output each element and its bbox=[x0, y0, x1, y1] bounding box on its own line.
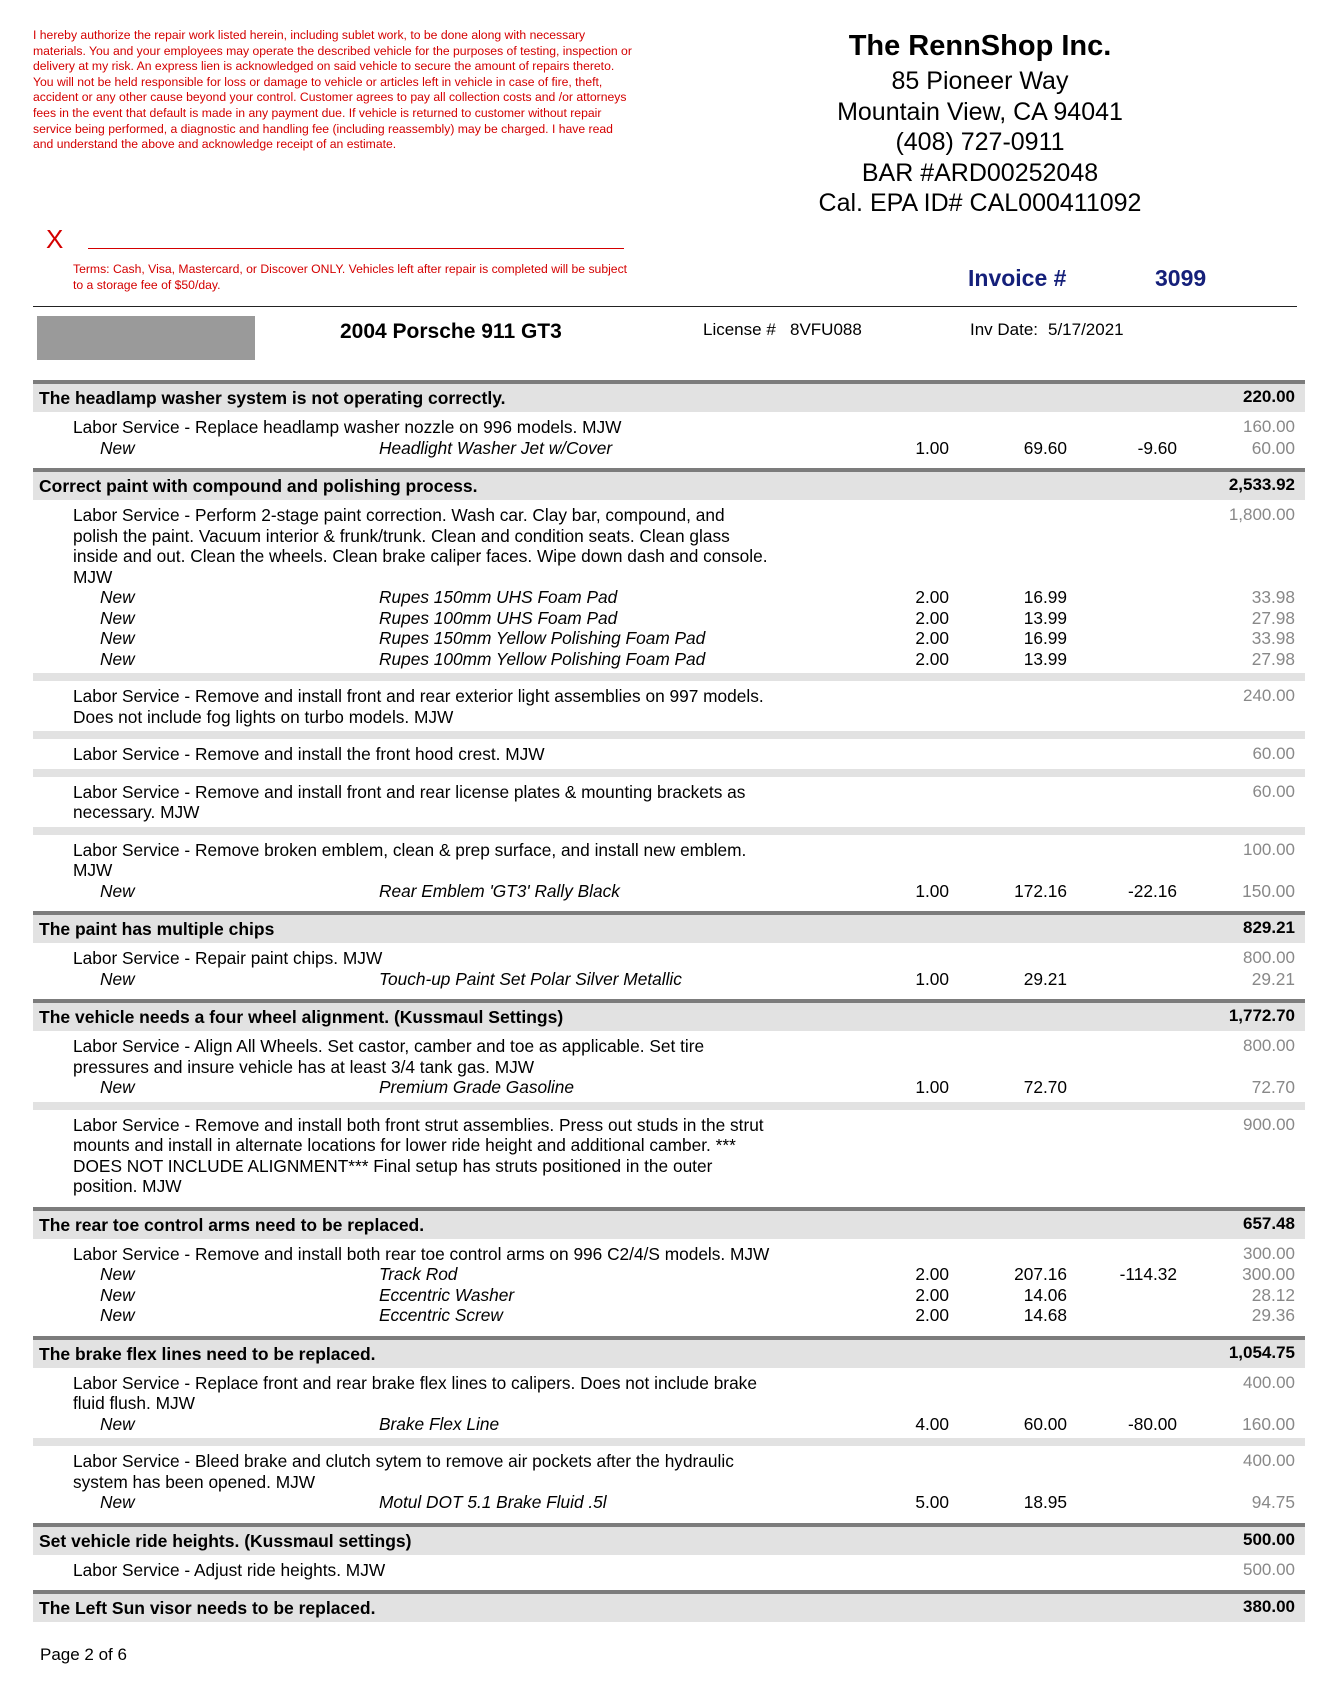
shop-epa-id: Cal. EPA ID# CAL000411092 bbox=[818, 189, 1142, 217]
part-condition: New bbox=[100, 1305, 135, 1325]
part-total: 28.12 bbox=[1251, 1284, 1295, 1305]
section-header bbox=[33, 380, 1305, 412]
part-total: 33.98 bbox=[1251, 587, 1295, 607]
part-condition: New bbox=[100, 1077, 135, 1097]
section-amount: 829.21 bbox=[1243, 918, 1295, 937]
part-row bbox=[33, 1492, 1305, 1513]
part-name: Eccentric Washer bbox=[379, 1284, 515, 1305]
labor-service bbox=[33, 1438, 1305, 1517]
part-total: 72.70 bbox=[1251, 1077, 1295, 1097]
part-total: 27.98 bbox=[1251, 648, 1295, 669]
section-amount: 1,054.75 bbox=[1228, 1342, 1295, 1362]
labor-amount: 500.00 bbox=[1243, 1559, 1295, 1579]
labor-description: Labor Service - Remove and install front and rear license plates & mounting brackets as necessary. MJW bbox=[73, 781, 746, 822]
part-name: Rupes 150mm Yellow Polishing Foam Pad bbox=[379, 628, 706, 648]
part-quantity: 1.00 bbox=[915, 968, 949, 989]
labor-description: Labor Service - Remove and install both rear toe control arms on 996 C2/4/S models. MJW bbox=[73, 1243, 770, 1264]
part-row bbox=[33, 1077, 1305, 1098]
part-price: 14.68 bbox=[1023, 1305, 1067, 1325]
labor-description: Labor Service - Perform 2-stage paint correction. Wash car. Clay bar, compound, and polish the paint. Vacuum interior & frunk/trunk. Clean and condition seats. Clean glass inside and out. Clean the wheels. Clean brake caliper faces. Wipe down dash and console. MJW bbox=[73, 505, 768, 587]
section-amount: 1,772.70 bbox=[1228, 1006, 1295, 1025]
part-total: 160.00 bbox=[1242, 1413, 1295, 1434]
part-price: 60.00 bbox=[1023, 1413, 1067, 1434]
section-title: The rear toe control arms need to be replaced. bbox=[39, 1214, 425, 1235]
labor-amount: 60.00 bbox=[1252, 781, 1295, 801]
part-row bbox=[33, 1414, 1305, 1435]
part-price: 207.16 bbox=[1014, 1264, 1067, 1284]
labor-description: Labor Service - Remove broken emblem, clean & prep surface, and install new emblem. MJW bbox=[73, 839, 747, 880]
part-total: 29.36 bbox=[1251, 1305, 1295, 1325]
labor-amount: 1,800.00 bbox=[1228, 505, 1295, 524]
part-row bbox=[33, 969, 1305, 990]
section-amount: 500.00 bbox=[1243, 1529, 1295, 1549]
part-price: 72.70 bbox=[1023, 1077, 1067, 1097]
part-price: 16.99 bbox=[1023, 587, 1067, 607]
invoice-number: 3099 bbox=[1155, 265, 1207, 291]
section-header bbox=[33, 1336, 1305, 1368]
part-quantity: 2.00 bbox=[915, 648, 949, 669]
section-amount: 380.00 bbox=[1243, 1597, 1295, 1616]
part-name: Rupes 100mm Yellow Polishing Foam Pad bbox=[379, 648, 706, 669]
header-divider bbox=[33, 306, 1297, 307]
part-price: 18.95 bbox=[1023, 1492, 1067, 1512]
labor-description: Labor Service - Bleed brake and clutch sytem to remove air pockets after the hydraulic system has been opened. MJW bbox=[73, 1451, 734, 1492]
section-title: Set vehicle ride heights. (Kussmaul settings) bbox=[39, 1530, 412, 1551]
part-row bbox=[33, 1285, 1305, 1306]
part-row bbox=[33, 1305, 1305, 1326]
license-label: License # bbox=[703, 320, 776, 339]
part-quantity: 2.00 bbox=[915, 607, 949, 628]
section-title: Correct paint with compound and polishing process. bbox=[39, 476, 478, 496]
part-quantity: 2.00 bbox=[915, 1305, 949, 1325]
part-quantity: 2.00 bbox=[915, 1264, 949, 1284]
labor-amount: 800.00 bbox=[1243, 948, 1295, 967]
part-name: Rupes 100mm UHS Foam Pad bbox=[379, 607, 618, 628]
section-header bbox=[33, 1523, 1305, 1555]
payment-terms: Terms: Cash, Visa, Mastercard, or Discover ONLY. Vehicles left after repair is completed will be subject to a storage fee of $50/day. bbox=[73, 262, 628, 292]
part-name: Brake Flex Line bbox=[379, 1413, 500, 1434]
part-price: 69.60 bbox=[1023, 437, 1067, 458]
part-condition: New bbox=[100, 437, 135, 458]
license-value: 8VFU088 bbox=[790, 320, 862, 339]
signature-line[interactable] bbox=[88, 248, 624, 249]
part-quantity: 2.00 bbox=[915, 628, 949, 648]
part-row bbox=[33, 608, 1305, 629]
shop-name: The RennShop Inc. bbox=[848, 30, 1112, 62]
labor-service bbox=[33, 1368, 1305, 1439]
labor-service bbox=[33, 731, 1305, 769]
part-row bbox=[33, 628, 1305, 649]
section-title: The vehicle needs a four wheel alignment. (Kussmaul Settings) bbox=[39, 1007, 564, 1027]
shop-bar-number: BAR #ARD00252048 bbox=[861, 158, 1099, 187]
labor-description: Labor Service - Replace front and rear brake flex lines to calipers. Does not include brake fluid flush. MJW bbox=[73, 1372, 757, 1413]
labor-description: Labor Service - Replace headlamp washer nozzle on 996 models. MJW bbox=[73, 417, 622, 437]
part-quantity: 1.00 bbox=[915, 437, 949, 458]
part-condition: New bbox=[100, 1492, 135, 1512]
part-total: 94.75 bbox=[1251, 1492, 1295, 1512]
part-price: 172.16 bbox=[1014, 880, 1067, 901]
labor-amount: 800.00 bbox=[1243, 1036, 1295, 1055]
part-condition: New bbox=[100, 607, 135, 628]
part-name: Eccentric Screw bbox=[379, 1305, 503, 1325]
part-name: Motul DOT 5.1 Brake Fluid .5l bbox=[379, 1492, 607, 1512]
shop-info bbox=[770, 26, 1190, 219]
labor-amount: 240.00 bbox=[1243, 686, 1295, 705]
section-amount: 220.00 bbox=[1243, 387, 1295, 406]
labor-amount: 60.00 bbox=[1252, 744, 1295, 763]
part-condition: New bbox=[100, 1284, 135, 1305]
part-condition: New bbox=[100, 1413, 135, 1434]
part-discount: -22.16 bbox=[1127, 880, 1177, 901]
part-price: 29.21 bbox=[1023, 968, 1067, 989]
section-title: The paint has multiple chips bbox=[39, 919, 275, 939]
section-header bbox=[33, 468, 1305, 500]
inv-date-value: 5/17/2021 bbox=[1048, 320, 1124, 339]
part-total: 27.98 bbox=[1251, 607, 1295, 628]
invoice-label: Invoice # bbox=[968, 265, 1067, 291]
labor-service bbox=[33, 673, 1305, 731]
section-header bbox=[33, 1590, 1305, 1622]
inv-date-label: Inv Date: bbox=[970, 320, 1039, 339]
shop-address-1: 85 Pioneer Way bbox=[891, 67, 1069, 95]
part-quantity: 1.00 bbox=[915, 1077, 949, 1097]
shop-phone: (408) 727-0911 bbox=[895, 128, 1065, 156]
part-price: 13.99 bbox=[1023, 648, 1067, 669]
part-name: Headlight Washer Jet w/Cover bbox=[379, 437, 613, 458]
section-title: The brake flex lines need to be replaced. bbox=[39, 1343, 376, 1364]
section-amount: 2,533.92 bbox=[1228, 475, 1295, 494]
line-items bbox=[33, 380, 1305, 1622]
part-name: Rear Emblem 'GT3' Rally Black bbox=[379, 880, 620, 901]
labor-amount: 400.00 bbox=[1243, 1372, 1295, 1392]
part-discount: -80.00 bbox=[1127, 1413, 1177, 1434]
labor-service bbox=[33, 943, 1305, 993]
part-discount: -9.60 bbox=[1137, 437, 1177, 458]
section-header bbox=[33, 911, 1305, 943]
labor-amount: 400.00 bbox=[1243, 1451, 1295, 1470]
labor-service bbox=[33, 412, 1305, 462]
part-quantity: 4.00 bbox=[915, 1413, 949, 1434]
labor-amount: 100.00 bbox=[1243, 839, 1295, 859]
section-title: The Left Sun visor needs to be replaced. bbox=[39, 1598, 376, 1618]
part-quantity: 5.00 bbox=[915, 1492, 949, 1512]
part-quantity: 2.00 bbox=[915, 1284, 949, 1305]
part-row bbox=[33, 649, 1305, 670]
part-row bbox=[33, 438, 1305, 459]
part-price: 13.99 bbox=[1023, 607, 1067, 628]
section-title: The headlamp washer system is not operating correctly. bbox=[39, 388, 506, 408]
part-quantity: 2.00 bbox=[915, 587, 949, 607]
labor-amount: 300.00 bbox=[1243, 1243, 1295, 1263]
labor-description: Labor Service - Remove and install front and rear exterior light assemblies on 997 models. Does not include fog lights on turbo models. MJW bbox=[73, 686, 764, 727]
labor-service bbox=[33, 827, 1305, 906]
part-condition: New bbox=[100, 648, 135, 669]
labor-description: Labor Service - Remove and install both front strut assemblies. Press out studs in the strut mounts and install in alternate locations for lower ride height and additional camber. *** DOES NOT INCLUDE ALIGNMENT*** Final setup has struts positioned in the outer position. MJW bbox=[73, 1114, 764, 1196]
labor-amount: 900.00 bbox=[1243, 1114, 1295, 1134]
labor-description: Labor Service - Align All Wheels. Set castor, camber and toe as applicable. Set tire pressures and insure vehicle has at least 3/4 tank gas. MJW bbox=[73, 1036, 705, 1077]
section-header bbox=[33, 1207, 1305, 1239]
authorization-text: I hereby authorize the repair work listed herein, including sublet work, to be done along with necessary materials. You and your employees may operate the described vehicle for the purposes of testing, inspection or delivery at my risk. An express lien is acknowledged on said vehicle to secure the amount of repairs thereto. You will not be held responsible for loss or damage to vehicle or articles left in vehicle in case of fire, theft, accident or any other cause beyond your control. Customer agrees to pay all collection costs and /or attorneys fees in the event that default is made in any payment due. If vehicle is returned to customer without repair service being performed, a diagnostic and handling fee (including reassembly) may be charged. I have read and understand the above and acknowledge receipt of an estimate. bbox=[33, 28, 632, 152]
part-price: 16.99 bbox=[1023, 628, 1067, 648]
part-name: Track Rod bbox=[379, 1264, 458, 1284]
part-total: 29.21 bbox=[1251, 968, 1295, 989]
labor-service bbox=[33, 769, 1305, 827]
part-quantity: 1.00 bbox=[915, 880, 949, 901]
part-total: 33.98 bbox=[1251, 628, 1295, 648]
section-header bbox=[33, 999, 1305, 1031]
part-discount: -114.32 bbox=[1119, 1264, 1177, 1284]
part-condition: New bbox=[100, 880, 135, 901]
labor-service bbox=[33, 1031, 1305, 1102]
labor-description: Labor Service - Remove and install the front hood crest. MJW bbox=[73, 744, 545, 764]
part-name: Rupes 150mm UHS Foam Pad bbox=[379, 587, 618, 607]
part-condition: New bbox=[100, 587, 135, 607]
labor-service bbox=[33, 500, 1305, 673]
part-row bbox=[33, 881, 1305, 902]
shop-address-2: Mountain View, CA 94041 bbox=[837, 97, 1123, 126]
part-total: 150.00 bbox=[1242, 880, 1295, 901]
part-row bbox=[33, 587, 1305, 608]
vehicle-title: 2004 Porsche 911 GT3 bbox=[340, 320, 562, 343]
redacted-customer-block bbox=[37, 316, 255, 360]
part-condition: New bbox=[100, 628, 135, 648]
labor-service bbox=[33, 1102, 1305, 1201]
labor-service bbox=[33, 1239, 1305, 1330]
part-name: Premium Grade Gasoline bbox=[379, 1077, 574, 1097]
page-number: Page 2 of 6 bbox=[40, 1645, 127, 1664]
part-name: Touch-up Paint Set Polar Silver Metallic bbox=[379, 968, 682, 989]
labor-description: Labor Service - Adjust ride heights. MJW bbox=[73, 1559, 386, 1580]
section-amount: 657.48 bbox=[1243, 1213, 1295, 1233]
part-condition: New bbox=[100, 1264, 135, 1284]
part-total: 300.00 bbox=[1242, 1264, 1295, 1284]
labor-amount: 160.00 bbox=[1243, 417, 1295, 436]
labor-service bbox=[33, 1555, 1305, 1585]
part-condition: New bbox=[100, 968, 135, 989]
part-price: 14.06 bbox=[1023, 1284, 1067, 1305]
part-total: 60.00 bbox=[1251, 437, 1295, 458]
labor-description: Labor Service - Repair paint chips. MJW bbox=[73, 948, 383, 968]
part-row bbox=[33, 1264, 1305, 1285]
signature-mark: X bbox=[46, 224, 64, 254]
